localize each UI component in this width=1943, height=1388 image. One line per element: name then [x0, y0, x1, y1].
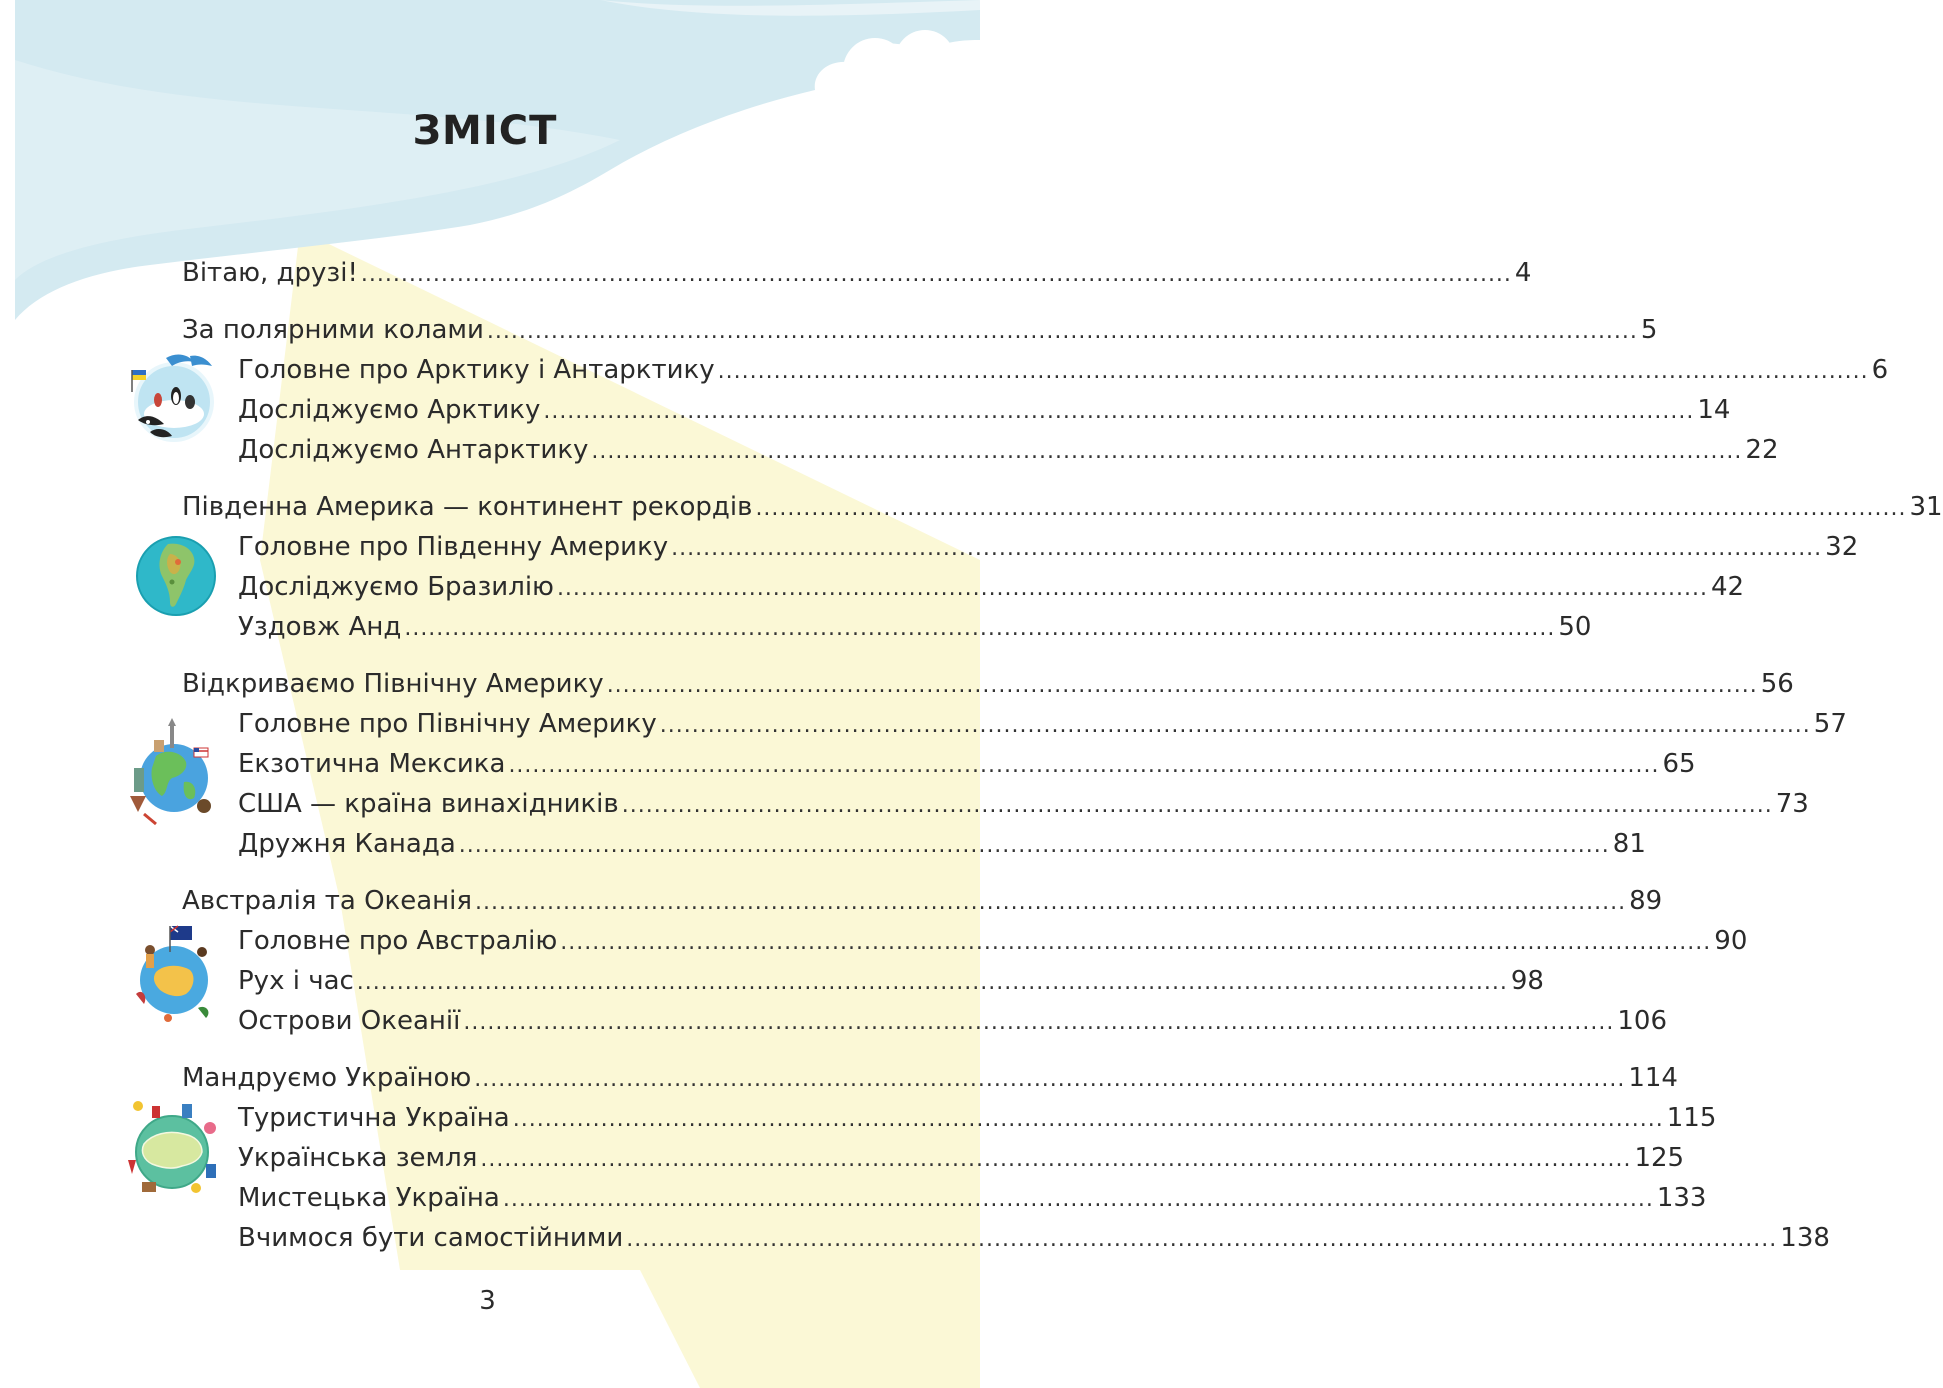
toc-item-page: 73 [1775, 789, 1809, 819]
toc-item-label: Досліджуємо Антарктику [238, 435, 589, 465]
toc-section-ukraine[interactable] [182, 1061, 1678, 1095]
toc-section-page: 31 [1909, 492, 1943, 522]
leader-dots: ................................................................................................................................................ [475, 890, 1627, 915]
south-america-globe-icon [134, 534, 218, 618]
toc-entry-label: Вітаю, друзі! [182, 258, 358, 288]
toc-item-page: 90 [1714, 926, 1748, 956]
leader-dots: ................................................................................................................................................ [543, 399, 1695, 424]
toc-section-page: 114 [1628, 1063, 1678, 1093]
page-number: 3 [479, 1286, 496, 1316]
toc-item-page: 65 [1662, 749, 1696, 779]
leader-dots: ................................................................................................................................................ [463, 1010, 1615, 1035]
toc-item-label: Головне про Північну Америку [238, 709, 657, 739]
toc-item-label: Головне про Австралію [238, 926, 558, 956]
toc-item-page: 98 [1510, 966, 1544, 996]
toc-item-label: Дружня Канада [238, 829, 456, 859]
toc-item[interactable] [238, 827, 1646, 861]
toc-item-page: 32 [1825, 532, 1859, 562]
toc-item[interactable] [238, 530, 1859, 564]
toc-item-label: Головне про Південну Америку [238, 532, 669, 562]
toc-item-page: 138 [1780, 1223, 1830, 1253]
toc-section-label: За полярними колами [182, 315, 484, 345]
polar-globe-icon [128, 352, 218, 444]
australia-globe-icon [128, 924, 218, 1024]
toc-item-page: 14 [1697, 395, 1731, 425]
ukraine-globe-icon [122, 1100, 220, 1196]
toc-section-label: Відкриваємо Північну Америку [182, 669, 604, 699]
toc-item-label: Туристична Україна [238, 1103, 510, 1133]
toc-item-page: 57 [1813, 709, 1847, 739]
toc-item[interactable] [238, 1221, 1830, 1255]
leader-dots: ................................................................................................................................................ [606, 673, 1758, 698]
landmarks-globe-icon [126, 718, 224, 828]
toc-item[interactable] [238, 353, 1889, 387]
toc-section-australia[interactable] [182, 884, 1663, 918]
toc-item[interactable] [238, 747, 1696, 781]
toc-item-label: Українська земля [238, 1143, 478, 1173]
leader-dots: ................................................................................................................................................ [360, 262, 1512, 287]
toc-item-page: 125 [1634, 1143, 1685, 1173]
toc-item-page: 6 [1871, 355, 1889, 385]
toc-section-label: Південна Америка — континент рекордів [182, 492, 753, 522]
toc-item[interactable] [238, 964, 1544, 998]
toc-item[interactable] [238, 433, 1779, 467]
toc-section-north-america[interactable] [182, 667, 1794, 701]
leader-dots: ................................................................................................................................................ [560, 930, 1712, 955]
toc-item[interactable] [238, 707, 1847, 741]
toc-item-label: Екзотична Мексика [238, 749, 506, 779]
leader-dots: ................................................................................................................................................ [621, 793, 1773, 818]
toc-item-page: 81 [1612, 829, 1646, 859]
leader-dots: ................................................................................................................................................ [717, 359, 1869, 384]
leader-dots: ................................................................................................................................................ [512, 1107, 1664, 1132]
toc-item-label: Рух і час [238, 966, 354, 996]
toc-item-label: США — країна винахідників [238, 789, 619, 819]
toc-item[interactable] [238, 1181, 1707, 1215]
toc-item[interactable] [238, 393, 1731, 427]
toc-item-page: 22 [1745, 435, 1779, 465]
toc-item-label: Острови Океанії [238, 1006, 461, 1036]
leader-dots: ................................................................................................................................................ [502, 1187, 1654, 1212]
leader-dots: ................................................................................................................................................ [755, 496, 1907, 521]
toc-item[interactable] [238, 787, 1809, 821]
page-title: ЗМІСТ [412, 108, 558, 154]
leader-dots: ................................................................................................................................................ [404, 616, 1556, 641]
toc-item-label: Головне про Арктику і Антарктику [238, 355, 715, 385]
toc-section-polar[interactable] [182, 313, 1658, 347]
toc-item-label: Уздовж Анд [238, 612, 402, 642]
toc-item[interactable] [238, 1141, 1685, 1175]
leader-dots: ................................................................................................................................................ [659, 713, 1811, 738]
toc-section-page: 5 [1640, 315, 1658, 345]
leader-dots: ................................................................................................................................................ [591, 439, 1743, 464]
leader-dots: ................................................................................................................................................ [508, 753, 1660, 778]
toc-item[interactable] [238, 610, 1592, 644]
toc-section-south-america[interactable] [182, 490, 1943, 524]
toc-item-label: Досліджуємо Арктику [238, 395, 541, 425]
toc-section-page: 56 [1760, 669, 1794, 699]
leader-dots: ................................................................................................................................................ [626, 1227, 1778, 1252]
toc-item-label: Досліджуємо Бразилію [238, 572, 554, 602]
toc-item-page: 115 [1666, 1103, 1717, 1133]
toc-item-page: 42 [1710, 572, 1745, 602]
toc-item-label: Вчимося бути самостійними [238, 1223, 624, 1253]
toc-item-page: 50 [1558, 612, 1592, 642]
toc-item-page: 106 [1617, 1006, 1668, 1036]
leader-dots: ................................................................................................................................................ [474, 1067, 1626, 1092]
toc-entry-intro[interactable] [182, 256, 1532, 290]
toc-item[interactable] [238, 1004, 1668, 1038]
leader-dots: ................................................................................................................................................ [356, 970, 1508, 995]
toc-entry-page: 4 [1514, 258, 1532, 288]
toc-section-label: Мандруємо Україною [182, 1063, 472, 1093]
toc-section-label: Австралія та Океанія [182, 886, 473, 916]
toc-item-label: Мистецька Україна [238, 1183, 500, 1213]
toc-item[interactable] [238, 1101, 1717, 1135]
toc-item[interactable] [238, 570, 1745, 604]
toc-item-page: 133 [1656, 1183, 1707, 1213]
leader-dots: ................................................................................................................................................ [671, 536, 1823, 561]
leader-dots: ................................................................................................................................................ [556, 576, 1708, 601]
toc-section-page: 89 [1629, 886, 1663, 916]
leader-dots: ................................................................................................................................................ [458, 833, 1610, 858]
leader-dots: ................................................................................................................................................ [486, 319, 1638, 344]
toc-item[interactable] [238, 924, 1748, 958]
leader-dots: ................................................................................................................................................ [480, 1147, 1632, 1172]
